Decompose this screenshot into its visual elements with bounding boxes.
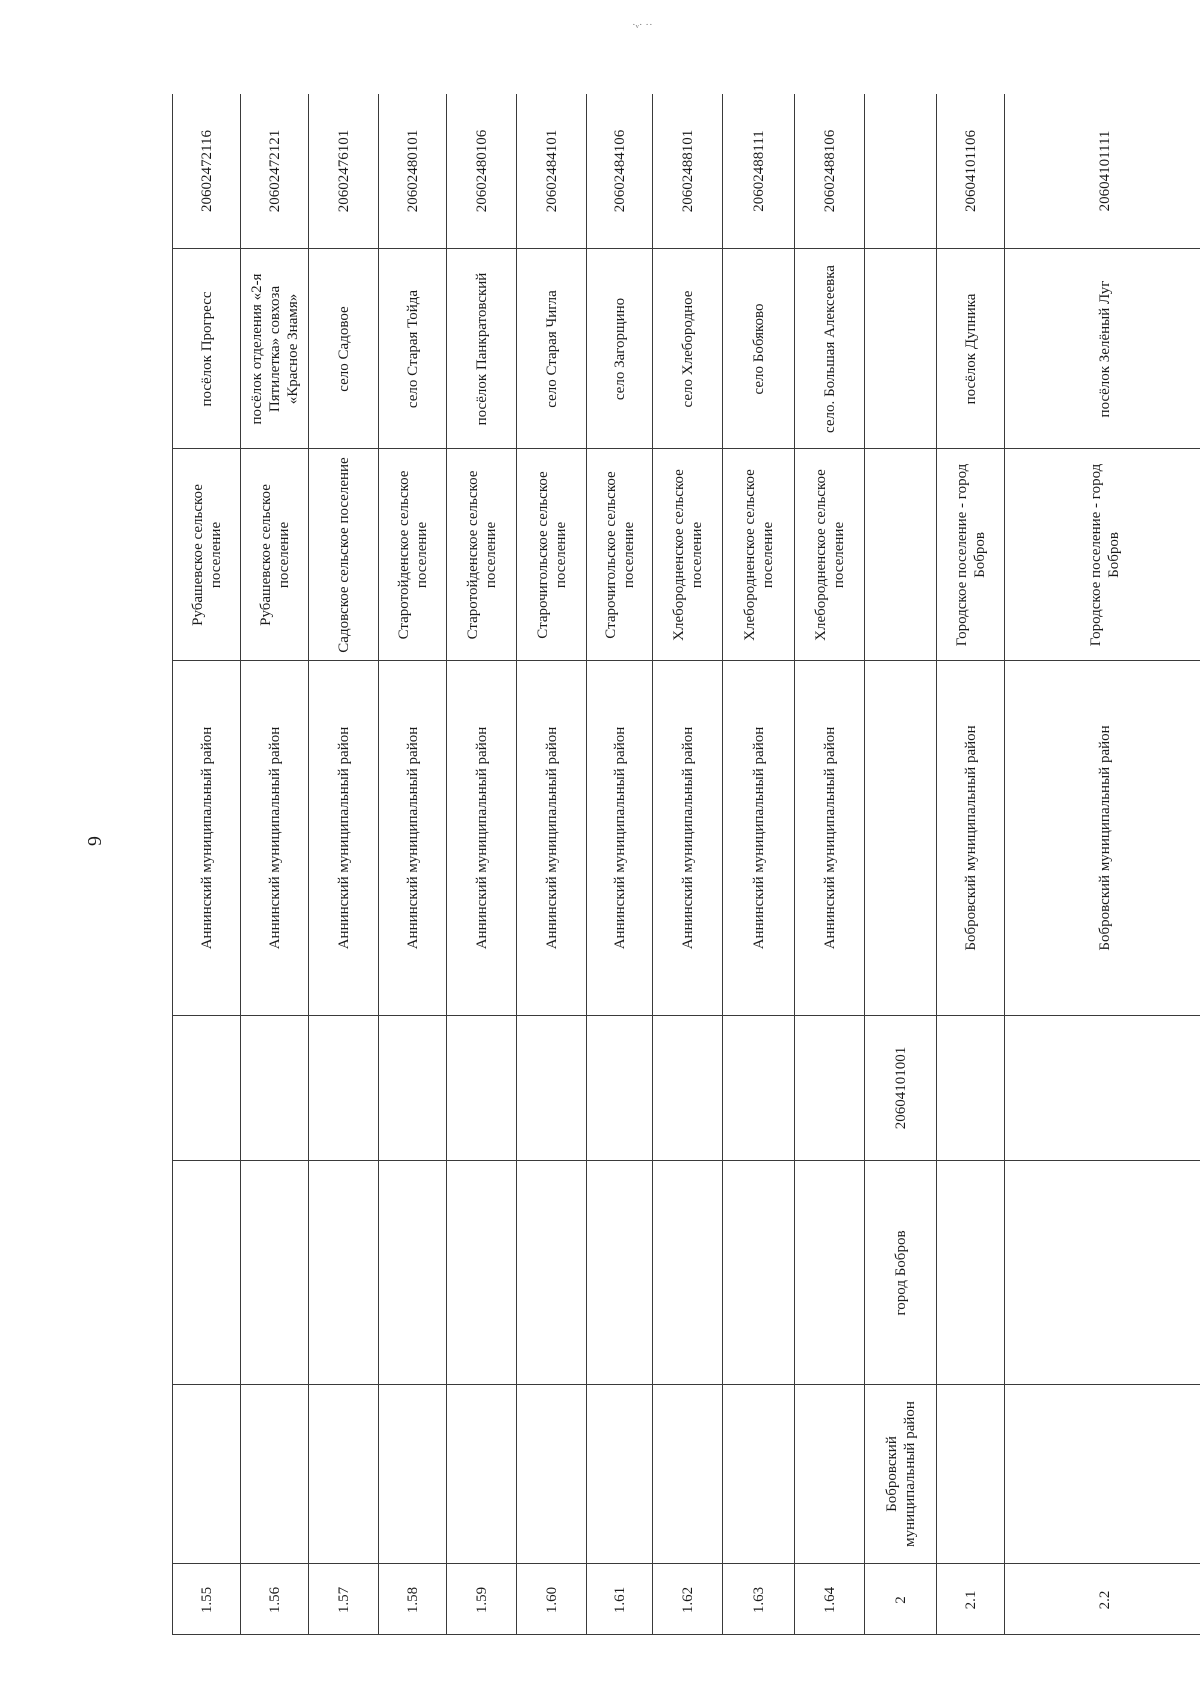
cell-text: 20602480101 — [405, 129, 421, 213]
cell-num — [517, 1563, 587, 1635]
cell-num — [937, 1563, 1005, 1635]
cell-text: 20602480106 — [474, 129, 490, 213]
cell-text: 1.58 — [405, 1586, 421, 1613]
cell-settlement — [653, 448, 723, 660]
cell-settlement — [587, 448, 653, 660]
cell-text: 20602476101 — [336, 129, 352, 213]
cell-district — [1005, 1384, 1200, 1563]
cell-oktmo — [937, 94, 1005, 248]
cell-district — [517, 1384, 587, 1563]
cell-municipal-district — [587, 660, 653, 1015]
cell-text: 1.55 — [199, 1586, 215, 1613]
cell-city-oktmo — [587, 1015, 653, 1160]
cell-settlement — [241, 448, 309, 660]
cell-city-oktmo — [937, 1015, 1005, 1160]
cell-text: Городское поселение - город Бобров — [954, 463, 988, 646]
cell-num — [379, 1563, 447, 1635]
cell-locality — [517, 248, 587, 448]
cell-text: Садовское сельское поселение — [336, 456, 352, 653]
cell-city-oktmo — [447, 1015, 517, 1160]
cell-text: Старочигольское сельское поселение — [535, 470, 569, 639]
cell-locality — [865, 248, 937, 448]
cell-text: село. Большая Алексеевка — [822, 264, 838, 433]
cell-text: Бобровский муниципальный район — [963, 725, 979, 951]
cell-oktmo — [795, 94, 865, 248]
cell-text: Рубашевское сельское поселение — [190, 483, 224, 626]
cell-text: село Старая Чигла — [544, 289, 560, 408]
cell-city-oktmo — [723, 1015, 795, 1160]
cell-text: 20604101001 — [893, 1046, 909, 1130]
cell-text: 1.57 — [336, 1586, 352, 1613]
cell-municipal-district — [173, 660, 241, 1015]
cell-municipal-district — [309, 660, 379, 1015]
cell-city — [379, 1160, 447, 1384]
cell-locality — [723, 248, 795, 448]
cell-text: 20602472116 — [199, 130, 215, 212]
cell-city — [795, 1160, 865, 1384]
cell-text: Аннинский муниципальный район — [405, 726, 421, 950]
cell-text: посёлок Панкратовский — [474, 272, 490, 425]
cell-num — [1005, 1563, 1200, 1635]
cell-settlement — [1005, 448, 1200, 660]
cell-text: Хлебородненское сельское поселение — [813, 468, 847, 641]
table-row — [240, 94, 308, 1635]
cell-city — [173, 1160, 241, 1384]
cell-oktmo — [1005, 94, 1200, 248]
cell-city — [241, 1160, 309, 1384]
cell-text: Рубашевское сельское поселение — [258, 483, 292, 626]
cell-oktmo — [309, 94, 379, 248]
cell-oktmo — [241, 94, 309, 248]
cell-city — [865, 1160, 937, 1384]
cell-city-oktmo — [517, 1015, 587, 1160]
cell-num — [447, 1563, 517, 1635]
cell-municipal-district — [865, 660, 937, 1015]
cell-text: Аннинский муниципальный район — [336, 726, 352, 950]
cell-text: посёлок Дупника — [963, 293, 979, 404]
cell-city-oktmo — [795, 1015, 865, 1160]
cell-text: село Хлебородное — [680, 290, 696, 407]
cell-city — [447, 1160, 517, 1384]
table-row — [652, 94, 722, 1635]
cell-text: 20602488111 — [751, 130, 767, 212]
cell-text: 1.61 — [612, 1586, 628, 1613]
cell-text: 20604101106 — [963, 130, 979, 212]
cell-num — [653, 1563, 723, 1635]
cell-oktmo — [517, 94, 587, 248]
cell-num — [795, 1563, 865, 1635]
cell-district — [309, 1384, 379, 1563]
cell-text: посёлок отделения «2-я Пятилетка» совхоза «Красное Знамя» — [249, 273, 301, 424]
cell-locality — [379, 248, 447, 448]
cell-city-oktmo — [1005, 1015, 1200, 1160]
cell-num — [173, 1563, 241, 1635]
cell-locality — [795, 248, 865, 448]
cell-text: 20602484106 — [612, 129, 628, 213]
cell-district — [447, 1384, 517, 1563]
table-row — [1004, 94, 1200, 1635]
cell-text: 2.2 — [1096, 1590, 1113, 1609]
cell-city — [653, 1160, 723, 1384]
table-row — [172, 94, 240, 1635]
cell-settlement — [309, 448, 379, 660]
cell-city — [517, 1160, 587, 1384]
cell-text: 20602488106 — [822, 129, 838, 213]
cell-text: Аннинский муниципальный район — [474, 726, 490, 950]
cell-text: Хлебородненское сельское поселение — [742, 468, 776, 641]
table-row — [722, 94, 794, 1635]
cell-city — [723, 1160, 795, 1384]
cell-text: Старочигольское сельское поселение — [603, 470, 637, 639]
cell-locality — [937, 248, 1005, 448]
cell-locality — [1005, 248, 1200, 448]
cell-text: Бобровский муниципальный район — [884, 1401, 918, 1547]
cell-text: 20602488101 — [680, 129, 696, 213]
cell-text: село Старая Тойда — [405, 289, 421, 408]
cell-settlement — [937, 448, 1005, 660]
cell-district — [173, 1384, 241, 1563]
cell-city — [937, 1160, 1005, 1384]
cell-city — [309, 1160, 379, 1384]
cell-municipal-district — [379, 660, 447, 1015]
cell-district — [937, 1384, 1005, 1563]
cell-text: город Бобров — [893, 1229, 909, 1316]
cell-text: село Садовое — [336, 305, 352, 392]
table-row — [936, 94, 1004, 1635]
cell-city-oktmo — [173, 1015, 241, 1160]
cell-locality — [587, 248, 653, 448]
cell-city-oktmo — [241, 1015, 309, 1160]
cell-text: посёлок Зелёный Луг — [1096, 280, 1113, 417]
cell-text: Старотойденское сельское поселение — [396, 470, 430, 639]
table-row — [794, 94, 864, 1635]
cell-text: 20604101111 — [1096, 130, 1113, 212]
table-row — [378, 94, 446, 1635]
cell-city — [587, 1160, 653, 1384]
cell-text: 20602472121 — [267, 129, 283, 213]
cell-city-oktmo — [865, 1015, 937, 1160]
cell-municipal-district — [653, 660, 723, 1015]
cell-city-oktmo — [653, 1015, 723, 1160]
cell-locality — [447, 248, 517, 448]
cell-text: Аннинский муниципальный район — [267, 726, 283, 950]
cell-text: Городское поселение - город Бобров — [1087, 463, 1122, 646]
cell-text: 1.56 — [267, 1586, 283, 1613]
cell-text: 1.62 — [680, 1586, 696, 1613]
table-row — [586, 94, 652, 1635]
cell-text: 1.60 — [544, 1586, 560, 1613]
cell-city-oktmo — [309, 1015, 379, 1160]
cell-text: 1.59 — [474, 1586, 490, 1613]
cell-municipal-district — [723, 660, 795, 1015]
cell-text: 1.64 — [822, 1586, 838, 1613]
cell-text: Аннинский муниципальный район — [199, 726, 215, 950]
table-row — [864, 94, 936, 1635]
cell-settlement — [173, 448, 241, 660]
cell-locality — [241, 248, 309, 448]
cell-text: Старотойденское сельское поселение — [465, 470, 499, 639]
cell-num — [309, 1563, 379, 1635]
cell-text: Аннинский муниципальный район — [751, 726, 767, 950]
table-row — [308, 94, 378, 1635]
cell-text: село Бобяково — [751, 303, 767, 395]
cell-text: село Загорщино — [612, 297, 628, 400]
table-row — [516, 94, 586, 1635]
cell-oktmo — [173, 94, 241, 248]
cell-text: Бобровский муниципальный район — [1096, 725, 1113, 951]
cell-municipal-district — [241, 660, 309, 1015]
cell-text: Хлебородненское сельское поселение — [671, 468, 705, 641]
cell-settlement — [795, 448, 865, 660]
cell-settlement — [517, 448, 587, 660]
cell-city — [1005, 1160, 1200, 1384]
cell-district — [653, 1384, 723, 1563]
cell-text: 20602484101 — [544, 129, 560, 213]
cell-text: Аннинский муниципальный район — [680, 726, 696, 950]
page-number: 6 — [83, 836, 105, 846]
cell-locality — [173, 248, 241, 448]
cell-district — [723, 1384, 795, 1563]
cell-oktmo — [865, 94, 937, 248]
cell-locality — [309, 248, 379, 448]
cell-num — [587, 1563, 653, 1635]
cell-municipal-district — [795, 660, 865, 1015]
cell-municipal-district — [517, 660, 587, 1015]
cell-district — [379, 1384, 447, 1563]
cell-district — [795, 1384, 865, 1563]
cell-text: Аннинский муниципальный район — [822, 726, 838, 950]
cell-num — [241, 1563, 309, 1635]
cell-settlement — [379, 448, 447, 660]
cell-text: Аннинский муниципальный район — [612, 726, 628, 950]
cell-district — [241, 1384, 309, 1563]
cell-municipal-district — [937, 660, 1005, 1015]
cell-municipal-district — [447, 660, 517, 1015]
table-bottom-border — [172, 1634, 1200, 1635]
cell-settlement — [447, 448, 517, 660]
cell-num — [865, 1563, 937, 1635]
cell-oktmo — [587, 94, 653, 248]
cell-municipal-district — [1005, 660, 1200, 1015]
cell-oktmo — [447, 94, 517, 248]
cell-locality — [653, 248, 723, 448]
cell-oktmo — [723, 94, 795, 248]
cell-text: 1.63 — [751, 1586, 767, 1613]
cell-oktmo — [379, 94, 447, 248]
cell-settlement — [865, 448, 937, 660]
cell-city-oktmo — [379, 1015, 447, 1160]
cell-text: Аннинский муниципальный район — [544, 726, 560, 950]
cell-district — [587, 1384, 653, 1563]
cell-oktmo — [653, 94, 723, 248]
cell-num — [723, 1563, 795, 1635]
cell-text: 2.1 — [963, 1590, 979, 1609]
cell-settlement — [723, 448, 795, 660]
cell-district — [865, 1384, 937, 1563]
scan-artifact: ˙ᵛ˙ ˙˙ — [632, 22, 653, 34]
table-row — [446, 94, 516, 1635]
cell-text: посёлок Прогресс — [199, 290, 215, 407]
cell-text: 2 — [893, 1595, 909, 1604]
